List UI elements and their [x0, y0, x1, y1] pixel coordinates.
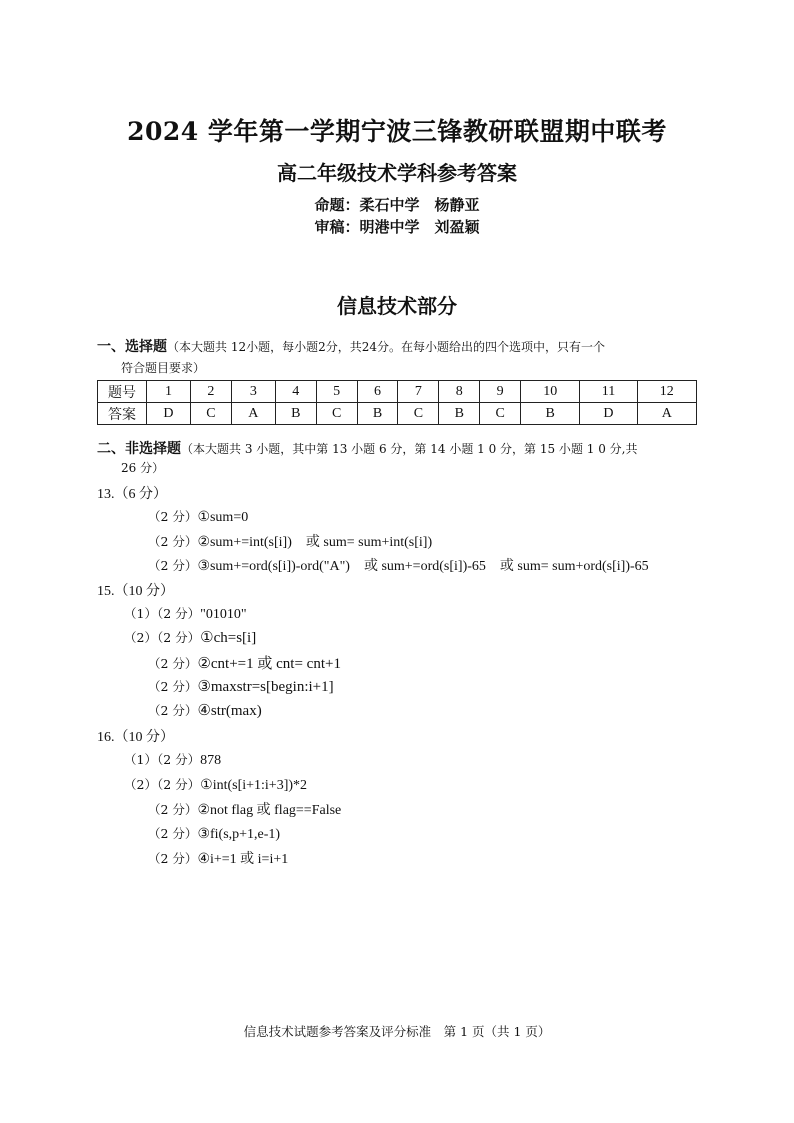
part1-label: 一、选择题: [97, 339, 167, 355]
table-header-answer: 答案: [98, 403, 147, 425]
table-cell: 9: [480, 381, 521, 403]
table-cell: A: [637, 403, 696, 425]
table-cell: 6: [357, 381, 398, 403]
author-line: 命题：柔石中学 杨静亚: [314, 196, 480, 214]
table-cell: 3: [231, 381, 275, 403]
table-cell: B: [521, 403, 580, 425]
table-cell: B: [357, 403, 398, 425]
q16-sub2-answer-3: （2 分）③fi(s,p+1,e-1): [148, 826, 281, 842]
part2-note-line1: （本大题共 3 小题，其中第 13 小题 6 分，第 14 小题 1 0 分，第 15 小题 1 0 分,共: [181, 442, 638, 456]
part1-heading: [97, 337, 605, 358]
q16-sub2-answer-1: （2）（2 分）①int(s[i+1:i+3])*2: [124, 777, 308, 793]
section-title: 信息技术部分: [337, 294, 457, 318]
table-cell: 10: [521, 381, 580, 403]
table-cell: C: [480, 403, 521, 425]
document-subtitle: 高二年级技术学科参考答案: [277, 161, 517, 185]
q13-heading: 13.（6 分）: [97, 487, 167, 502]
q13-answer-2: （2 分）②sum+=int(s[i]) 或 sum= sum+int(s[i]): [148, 534, 433, 550]
table-cell: B: [275, 403, 316, 425]
q13-answer-3: （2 分）③sum+=ord(s[i])-ord("A") 或 sum+=ord(s[i])-65 或 sum= sum+ord(s[i])-65: [148, 558, 649, 574]
q15-sub2-answer-3: （2 分）③maxstr=s[begin:i+1]: [148, 679, 334, 695]
reviewer-line: 审稿：明港中学 刘盈颖: [314, 218, 480, 236]
page-footer: 信息技术试题参考答案及评分标准 第 1 页（共 1 页）: [243, 1024, 551, 1039]
table-cell: 2: [190, 381, 231, 403]
q16-heading: 16.（10 分）: [97, 730, 174, 745]
table-cell: 12: [637, 381, 696, 403]
q13-answer-1: （2 分）①sum=0: [148, 509, 249, 525]
table-cell: A: [231, 403, 275, 425]
table-row-questions: [98, 381, 697, 403]
table-row-answers: [98, 403, 697, 425]
table-cell: B: [439, 403, 480, 425]
table-cell: 11: [580, 381, 637, 403]
table-cell: C: [190, 403, 231, 425]
document-title: 2024 学年第一学期宁波三锋教研联盟期中联考: [127, 117, 667, 146]
q16-sub1: （1）（2 分）878: [124, 752, 222, 768]
part1-note-line1: （本大题共 12小题，每小题2分，共24分。在每小题给出的四个选项中，只有一个: [167, 340, 605, 354]
q16-sub2-answer-4: （2 分）④i+=1 或 i=i+1: [148, 851, 289, 867]
part2-label: 二、非选择题: [97, 441, 181, 457]
answer-table: [97, 380, 697, 425]
table-cell: D: [580, 403, 637, 425]
part1-note-line2: 符合题目要求）: [121, 361, 206, 375]
q16-sub2-answer-2: （2 分）②not flag 或 flag==False: [148, 802, 342, 818]
table-header-question: 题号: [98, 381, 147, 403]
table-cell: 5: [316, 381, 357, 403]
part2-note-line2: 26 分）: [121, 461, 165, 475]
q15-sub2-answer-2: （2 分）②cnt+=1 或 cnt= cnt+1: [148, 656, 341, 672]
q15-sub1: （1）（2 分）"01010": [124, 606, 247, 622]
table-cell: C: [316, 403, 357, 425]
table-cell: 1: [147, 381, 191, 403]
q15-sub2-answer-1: （2）（2 分）①ch=s[i]: [124, 630, 257, 646]
part2-heading: [97, 439, 637, 460]
table-cell: 4: [275, 381, 316, 403]
q15-sub2-answer-4: （2 分）④str(max): [148, 703, 262, 719]
table-cell: 8: [439, 381, 480, 403]
table-cell: C: [398, 403, 439, 425]
q15-heading: 15.（10 分）: [97, 584, 174, 599]
table-cell: 7: [398, 381, 439, 403]
table-cell: D: [147, 403, 191, 425]
